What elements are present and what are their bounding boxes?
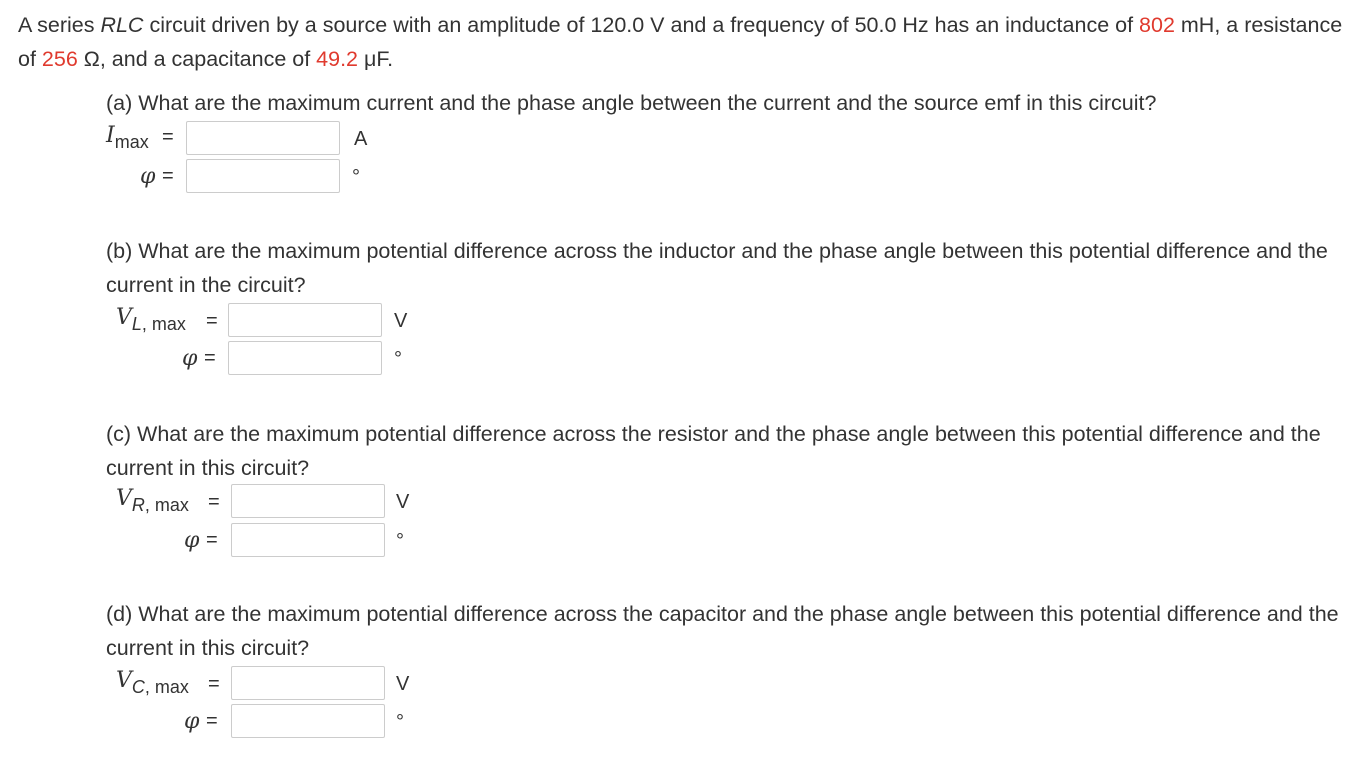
voltage-subscript <box>132 677 189 697</box>
part-a-phase-row <box>106 159 406 195</box>
equals-sign: = <box>206 310 218 332</box>
part-a-question: (a) What are the maximum current and the phase angle between the current and the source emf in this circuit? <box>106 91 1157 115</box>
equals-sign: = <box>162 126 174 148</box>
subscript-var: L <box>131 314 142 334</box>
part-c-voltage-row <box>106 484 426 520</box>
part-c-question: (c) What are the maximum potential difference across the resistor and the phase angle between this potential difference and the current in this circuit? <box>106 422 1321 480</box>
inductor-voltage-input[interactable] <box>228 303 382 337</box>
degree-unit: ° <box>352 166 360 188</box>
part-c-phase-row <box>106 523 426 559</box>
degree-unit: ° <box>396 711 404 733</box>
current-subscript: max <box>114 132 149 152</box>
part-b-question: (b) What are the maximum potential difference across the inductor and the phase angle between this potential difference and the current in the circuit? <box>106 239 1328 297</box>
part-a-current-row <box>106 121 406 157</box>
voltage-symbol: V <box>116 305 132 330</box>
inductance-value: 802 <box>1139 13 1175 37</box>
phi-symbol: φ <box>184 709 200 734</box>
part-c <box>106 417 1356 485</box>
current-symbol: I <box>106 123 115 148</box>
degree-unit: ° <box>396 530 404 552</box>
capacitance-value: 49.2 <box>316 47 359 71</box>
part-d-voltage-row <box>106 666 426 702</box>
equals-sign: = <box>204 347 216 369</box>
phase-a-input[interactable] <box>186 159 340 193</box>
problem-statement <box>18 8 1348 76</box>
subscript-var: C <box>131 677 145 697</box>
part-b-phase-row <box>106 341 426 377</box>
voltage-unit: V <box>394 310 408 332</box>
part-a <box>106 86 1356 120</box>
part-d <box>106 597 1356 665</box>
subscript-rest: , max <box>144 495 189 515</box>
capacitor-voltage-input[interactable] <box>231 666 385 700</box>
current-max-input[interactable] <box>186 121 340 155</box>
resistance-value: 256 <box>41 47 78 71</box>
circuit-type: RLC <box>100 13 144 37</box>
phase-d-input[interactable] <box>231 704 385 738</box>
problem-text: mH, a resistance of <box>18 13 1343 71</box>
subscript-var: R <box>131 495 145 515</box>
voltage-symbol: V <box>116 668 132 693</box>
problem-text: Ω, and a capacitance of <box>77 47 317 71</box>
phi-symbol: φ <box>182 346 198 371</box>
problem-text: μF. <box>358 47 394 71</box>
current-max-label <box>106 121 149 157</box>
part-b <box>106 234 1356 302</box>
voltage-unit: V <box>396 673 410 695</box>
resistor-voltage-input[interactable] <box>231 484 385 518</box>
problem-text: circuit driven by a source with an amplitude of 120.0 V and a frequency of 50.0 Hz has an inductance of <box>143 13 1140 37</box>
voltage-symbol: V <box>116 486 132 511</box>
subscript-rest: , max <box>144 677 189 697</box>
resistor-voltage-label <box>116 484 189 520</box>
part-b-voltage-row <box>106 303 426 339</box>
current-unit: A <box>354 128 368 150</box>
voltage-unit: V <box>396 491 410 513</box>
subscript-rest: , max <box>141 314 186 334</box>
voltage-subscript <box>132 314 186 334</box>
phase-c-input[interactable] <box>231 523 385 557</box>
degree-unit: ° <box>394 348 402 370</box>
equals-sign: = <box>162 165 174 187</box>
phi-symbol: φ <box>184 528 200 553</box>
equals-sign: = <box>208 673 220 695</box>
problem-text: A series <box>18 13 101 37</box>
voltage-subscript <box>132 495 189 515</box>
inductor-voltage-label <box>116 303 186 339</box>
phi-symbol: φ <box>140 164 156 189</box>
phase-b-input[interactable] <box>228 341 382 375</box>
capacitor-voltage-label <box>116 666 189 702</box>
equals-sign: = <box>206 529 218 551</box>
equals-sign: = <box>208 491 220 513</box>
part-d-phase-row <box>106 704 426 740</box>
equals-sign: = <box>206 710 218 732</box>
part-d-question: (d) What are the maximum potential difference across the capacitor and the phase angle between this potential difference and the current in this circuit? <box>106 602 1339 660</box>
